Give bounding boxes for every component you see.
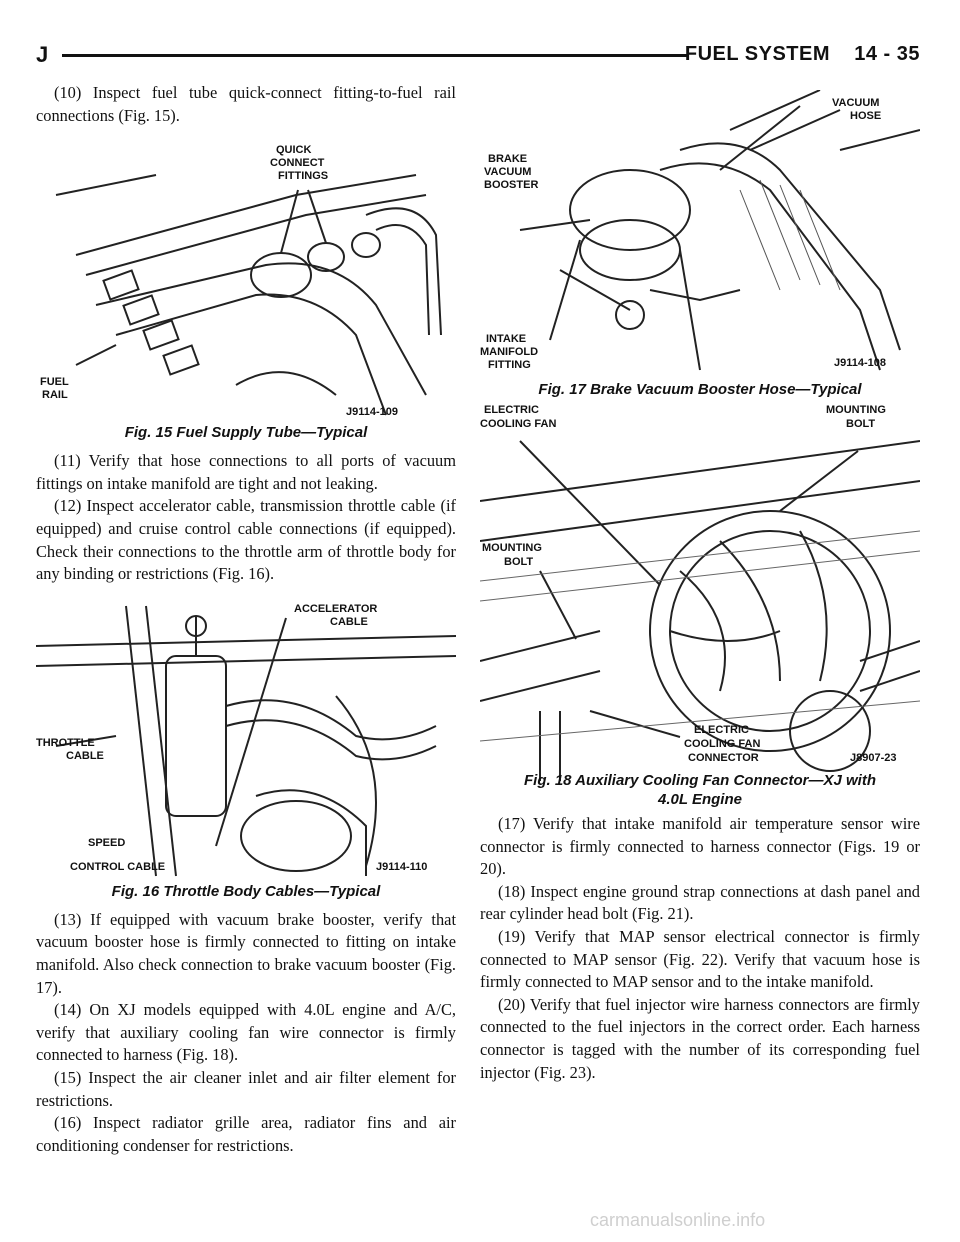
step-16: (16) Inspect radiator grille area, radiator fins and air conditioning condenser for restrictions. [36,1113,456,1155]
page-header [36,40,920,70]
fig16-label-speed: SPEED [88,836,126,849]
fig17-label-manifold: MANIFOLD [480,346,539,358]
fig17-label-brake-vacuum: VACUUM [484,166,532,178]
figure-16 [36,596,456,901]
fig15-label-fuel: FUEL [40,376,69,389]
fig15-label-quick: QUICK [276,144,312,157]
fig16-code: J9114-110 [376,860,428,873]
fig18-label-bolt-left: BOLT [504,556,534,568]
fig16-label-throttle-cable: CABLE [66,749,104,762]
throttle-body-cables-illustration [36,596,456,882]
fig16-label-control-cable: CONTROL CABLE [70,860,166,873]
step-11: (11) Verify that hose connections to all ports of vacuum fittings on intake manifold are tight and not leaking. [36,451,456,493]
section-letter: J [36,42,49,67]
step-12: (12) Inspect accelerator cable, transmission throttle cable (if equipped) and cruise control cable connections (if equipped). Check their connections to the throttle arm of throttle body for any binding or restrictions (Fig. 16). [36,496,456,584]
figure-16-caption: Fig. 16 Throttle Body Cables—Typical [111,882,381,900]
fig18-label-cooling-fan: COOLING FAN [480,418,557,430]
step-20: (20) Verify that fuel injector wire harness connectors are firmly connected to the fuel injectors in the correct order. Each harness connector is tagged with the number of its corresponding fuel injector (Fig. 23). [480,994,920,1082]
step-18: (18) Inspect engine ground strap connections at dash panel and rear cylinder head bolt (Fig. 21). [480,881,920,924]
step-13: (13) If equipped with vacuum brake booster, verify that vacuum booster hose is firmly connected to fitting on intake manifold. Also check connection to brake vacuum booster (Fig. 17). [36,909,456,997]
fig18-label-mounting-top: MOUNTING [826,404,886,416]
figure-18-caption-line1: Fig. 18 Auxiliary Cooling Fan Connector—XJ with [524,772,876,789]
figure-18 [480,401,920,809]
fig16-label-accelerator: ACCELERATOR [294,602,378,615]
fig17-label-intake: INTAKE [486,333,527,345]
page-title: FUEL SYSTEM 14 - 35 [684,43,920,65]
cooling-fan-connector-illustration [480,401,920,805]
fig17-code: J9114-108 [834,357,886,369]
fig15-label-rail: RAIL [42,389,68,402]
fig18-label-mounting-left: MOUNTING [482,542,542,554]
header-rule [62,54,688,57]
fig18-label-connector-electric: ELECTRIC [694,724,749,736]
fig17-label-fitting: FITTING [488,359,531,371]
figure-15-caption: Fig. 15 Fuel Supply Tube—Typical [124,424,368,442]
right-column [480,90,920,1084]
fig18-label-connector-fan: COOLING FAN [684,738,761,750]
watermark: carmanualsonline.info [590,1210,766,1230]
fig16-label-throttle: THROTTLE [36,736,95,749]
step-14: (14) On XJ models equipped with 4.0L engine and A/C, verify that auxiliary cooling fan wire connector is firmly connected to harness (Fig. 18). [36,1000,456,1065]
fuel-supply-tube-illustration [36,135,456,423]
step-19: (19) Verify that MAP sensor electrical connector is firmly connected to MAP sensor (Fig. 22). Verify that vacuum hose is firmly connected to MAP sensor and to the intake manifold. [480,926,920,992]
step-15: (15) Inspect the air cleaner inlet and air filter element for restrictions. [36,1067,456,1110]
fig17-label-brake: BRAKE [488,153,528,165]
fig15-label-fittings: FITTINGS [278,170,329,183]
figure-18-caption-line2: 4.0L Engine [658,791,742,808]
fig17-label-booster: BOOSTER [484,179,539,191]
figure-17-caption: Fig. 17 Brake Vacuum Booster Hose—Typical [538,381,862,398]
step-10: (10) Inspect fuel tube quick-connect fitting-to-fuel rail connections (Fig. 15). [36,83,456,125]
fig18-label-bolt-top: BOLT [846,418,876,430]
fig16-label-accelerator-cable: CABLE [330,615,368,628]
left-column [36,82,456,1157]
fig17-label-hose: HOSE [850,110,882,122]
brake-vacuum-booster-illustration [480,90,920,378]
fig15-code: J9114-109 [346,406,398,419]
figure-15 [36,135,456,442]
figure-17 [480,90,920,399]
step-17: (17) Verify that intake manifold air temperature sensor wire connector is firmly connected to harness connector (Figs. 19 or 20). [480,814,920,879]
fig18-label-connector: CONNECTOR [688,752,759,764]
fig15-label-connect: CONNECT [270,157,325,170]
fig18-code: J8907-23 [850,752,897,764]
fig17-label-vacuum: VACUUM [832,97,880,109]
fig18-label-electric: ELECTRIC [484,404,539,416]
